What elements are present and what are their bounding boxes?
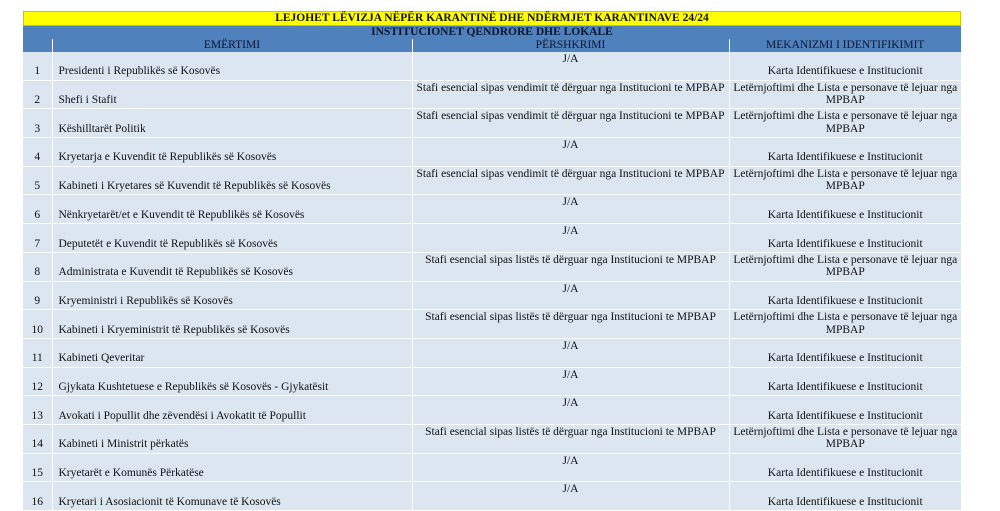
table-row [23,52,961,80]
row-name-text: Presidenti i Republikës së Kosovës [58,65,221,78]
row-description-text: J/A [562,339,579,352]
row-number-text: 6 [34,208,41,221]
table-row [23,80,961,109]
row-number-text: 16 [31,495,43,508]
row-description-text: J/A [562,483,579,496]
section-title: INSTITUCIONET QENDRORE DHE LOKALE [23,26,961,39]
row-number-text: 10 [31,323,43,336]
row-mechanism-text: Karta Identifikuese e Institucionit [767,352,923,365]
row-name [52,338,412,367]
institutions-table [23,39,961,511]
row-mechanism [729,52,961,80]
row-description-text: Stafi esencial sipas vendimit të dërguar nga Institucioni te MPBAP [416,81,725,94]
row-name-text: Kryetarja e Kuvendit të Republikës së Kosovës [58,151,277,164]
row-mechanism-text: Karta Identifikuese e Institucionit [767,495,923,508]
row-name-text: Kryetari i Asosiacionit të Komunave të Kosovës [58,495,281,508]
row-mechanism [729,109,961,138]
row-description [412,424,729,453]
table-row [23,224,961,253]
row-mechanism [729,396,961,425]
row-description [412,338,729,367]
row-number [23,310,52,339]
row-description [412,52,729,80]
row-mechanism [729,195,961,224]
row-mechanism-text: Karta Identifikuese e Institucionit [767,380,923,393]
row-name [52,453,412,482]
header-mechanism: MEKANIZMI I IDENTIFIKIMIT [729,39,961,52]
table-row [23,338,961,367]
document-title: LEJOHET LËVIZJA NËPËR KARANTINË DHE NDËRMJET KARANTINAVE 24/24 [23,11,961,26]
row-name-text: Administrata e Kuvendit të Republikës së Kosovës [58,266,293,279]
row-number [23,396,52,425]
row-mechanism-text: Karta Identifikuese e Institucionit [767,237,923,250]
row-number-text: 13 [31,409,43,422]
row-number [23,453,52,482]
row-description-text: J/A [562,139,579,152]
row-mechanism [729,252,961,281]
row-description-text: Stafi esencial sipas listës të dërguar nga Institucioni te MPBAP [425,253,716,266]
row-mechanism-text: Karta Identifikuese e Institucionit [767,467,923,480]
row-number [23,195,52,224]
table-header-row [23,39,961,52]
header-name: EMËRTIMI [52,39,412,52]
row-name [52,252,412,281]
row-description [412,138,729,167]
table-row [23,252,961,281]
row-name [52,310,412,339]
row-name-text: Kabineti Qeveritar [58,352,145,365]
row-mechanism [729,80,961,109]
document [23,11,961,511]
row-number [23,80,52,109]
row-mechanism [729,138,961,167]
row-number-text: 3 [34,122,41,135]
row-number-text: 5 [34,180,41,193]
row-name-text: Këshilltarët Politik [58,122,146,135]
table-row [23,109,961,138]
row-number [23,367,52,396]
table-row [23,310,961,339]
row-mechanism-text: Letërnjoftimi dhe Lista e personave të lejuar nga MPBAP [733,81,958,107]
row-mechanism-text: Karta Identifikuese e Institucionit [767,151,923,164]
table-row [23,138,961,167]
row-description-text: J/A [562,196,579,209]
row-name [52,52,412,80]
row-mechanism [729,281,961,310]
row-number [23,424,52,453]
row-description-text: J/A [562,53,579,65]
table-row [23,482,961,511]
row-number [23,52,52,80]
row-description [412,367,729,396]
row-name [52,138,412,167]
row-name [52,396,412,425]
row-description [412,482,729,511]
table-row [23,281,961,310]
row-description-text: Stafi esencial sipas vendimit të dërguar nga Institucioni te MPBAP [416,167,725,180]
row-description-text: J/A [562,282,579,295]
row-mechanism [729,482,961,511]
table-row [23,424,961,453]
row-description [412,281,729,310]
row-number-text: 2 [34,94,41,107]
row-number [23,252,52,281]
row-description [412,453,729,482]
row-mechanism [729,453,961,482]
row-name-text: Kabineti i Kryetares së Kuvendit të Republikës së Kosovës [58,180,331,193]
row-name [52,281,412,310]
row-name-text: Gjykata Kushtetuese e Republikës së Kosovës - Gjykatësit [58,380,329,393]
row-number-text: 7 [34,237,41,250]
table-row [23,195,961,224]
row-mechanism-text: Letërnjoftimi dhe Lista e personave të lejuar nga MPBAP [733,426,958,451]
row-name [52,109,412,138]
row-description [412,224,729,253]
row-description [412,166,729,195]
row-number-text: 12 [31,380,43,393]
row-description [412,195,729,224]
row-number [23,338,52,367]
row-number-text: 11 [31,352,43,365]
row-number [23,138,52,167]
row-mechanism [729,224,961,253]
header-description: PËRSHKRIMI [412,39,729,52]
row-number-text: 15 [31,467,43,480]
row-name [52,367,412,396]
row-description-text: J/A [562,225,579,238]
row-number [23,224,52,253]
row-number-text: 4 [34,151,41,164]
row-name-text: Kabineti i Kryeministrit të Republikës së Kosovës [58,323,290,336]
row-name-text: Avokati i Popullit dhe zëvendësi i Avokatit të Popullit [58,409,306,422]
row-description-text: Stafi esencial sipas vendimit të dërguar nga Institucioni te MPBAP [416,110,725,123]
row-mechanism-text: Letërnjoftimi dhe Lista e personave të lejuar nga MPBAP [733,253,958,279]
row-name-text: Kryeministri i Republikës së Kosovës [58,294,233,307]
row-number-text: 1 [34,65,41,78]
row-name-text: Nënkryetarët/et e Kuvendit të Republikës së Kosovës [58,208,305,221]
row-description [412,310,729,339]
header-number [23,39,52,52]
row-description-text: Stafi esencial sipas listës të dërguar nga Institucioni te MPBAP [425,311,716,324]
row-description [412,80,729,109]
row-mechanism [729,367,961,396]
row-number [23,482,52,511]
row-description [412,252,729,281]
row-mechanism-text: Karta Identifikuese e Institucionit [767,208,923,221]
row-mechanism-text: Karta Identifikuese e Institucionit [767,65,923,78]
row-mechanism [729,310,961,339]
row-mechanism-text: Letërnjoftimi dhe Lista e personave të lejuar nga MPBAP [733,167,958,193]
row-number [23,109,52,138]
row-name-text: Shefi i Stafit [58,94,117,107]
row-name-text: Kabineti i Ministrit përkatës [58,438,189,451]
row-description [412,109,729,138]
row-mechanism [729,166,961,195]
row-name-text: Deputetët e Kuvendit të Republikës së Kosovës [58,237,278,250]
table-row [23,367,961,396]
row-description [412,396,729,425]
row-description-text: Stafi esencial sipas listës të dërguar nga Institucioni te MPBAP [425,425,716,438]
row-mechanism [729,338,961,367]
row-name [52,224,412,253]
row-mechanism-text: Letërnjoftimi dhe Lista e personave të lejuar nga MPBAP [733,311,958,336]
row-description-text: J/A [562,368,579,381]
row-name [52,80,412,109]
row-mechanism-text: Letërnjoftimi dhe Lista e personave të lejuar nga MPBAP [733,110,958,135]
row-name [52,195,412,224]
row-number-text: 8 [34,266,41,279]
row-description-text: J/A [562,454,579,467]
table-row [23,396,961,425]
table-row [23,453,961,482]
row-number [23,166,52,195]
row-name [52,482,412,511]
row-number-text: 14 [31,438,43,451]
row-number [23,281,52,310]
row-name [52,166,412,195]
row-name-text: Kryetarët e Komunës Përkatëse [58,467,204,480]
table-row [23,166,961,195]
row-mechanism-text: Karta Identifikuese e Institucionit [767,409,923,422]
row-mechanism-text: Karta Identifikuese e Institucionit [767,294,923,307]
row-number-text: 9 [34,294,41,307]
row-name [52,424,412,453]
row-mechanism [729,424,961,453]
row-description-text: J/A [562,397,579,410]
